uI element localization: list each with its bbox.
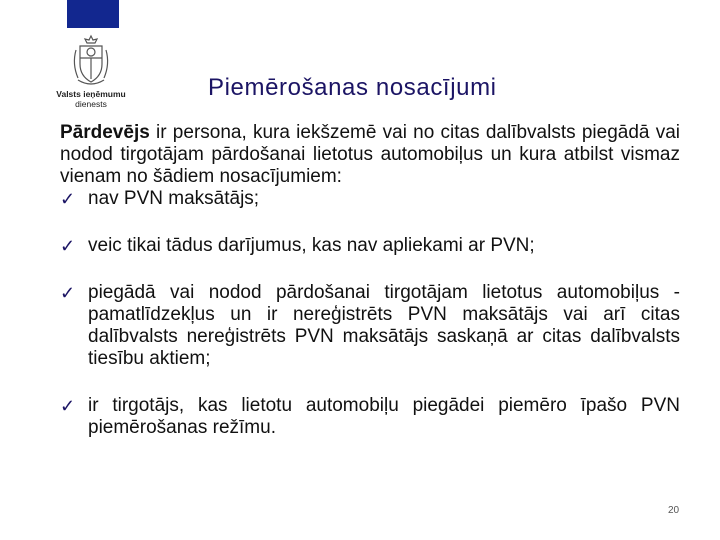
condition-text: ir tirgotājs, kas lietotu automobiļu piegādei piemēro īpašo PVN piemērošanas režīmu.	[88, 395, 680, 438]
intro-bold-term: Pārdevējs	[60, 122, 150, 143]
latvia-coat-of-arms-icon	[70, 34, 112, 88]
condition-text: veic tikai tādus darījumus, kas nav apliekami ar PVN;	[88, 235, 535, 256]
logo-text-line1: Valsts ieņēmumu	[56, 89, 126, 99]
logo-text-line2: dienests	[75, 99, 107, 109]
intro-text: ir persona, kura iekšzemē vai no citas dalībvalsts piegādā vai nodod tirgotājam pārdošanai lietotus automobiļus un kura atbilst vismaz vienam no šādiem nosacījumiem:	[60, 122, 680, 187]
condition-text: nav PVN maksātājs;	[88, 188, 260, 209]
vid-logo	[48, 34, 134, 114]
eu-flag-icon	[67, 0, 119, 28]
condition-item	[60, 188, 680, 210]
check-icon: ✓	[60, 396, 76, 416]
intro-paragraph	[60, 122, 680, 188]
condition-item	[60, 282, 680, 370]
slide-body	[60, 122, 680, 439]
page-number: 20	[668, 505, 680, 516]
condition-item	[60, 235, 680, 257]
condition-item	[60, 395, 680, 439]
slide-title: Piemērošanas nosacījumi	[208, 74, 497, 101]
check-icon: ✓	[60, 283, 76, 303]
condition-text: piegādā vai nodod pārdošanai tirgotājam lietotus automobiļus - pamatlīdzekļus un ir nereģistrēts PVN maksātājs vai arī citas dalībvalsts nereģistrēts PVN maksātājs saskaņā ar citas dalībvalsts tiesību aktiem;	[88, 282, 680, 369]
check-icon: ✓	[60, 236, 76, 256]
check-icon: ✓	[60, 189, 76, 209]
